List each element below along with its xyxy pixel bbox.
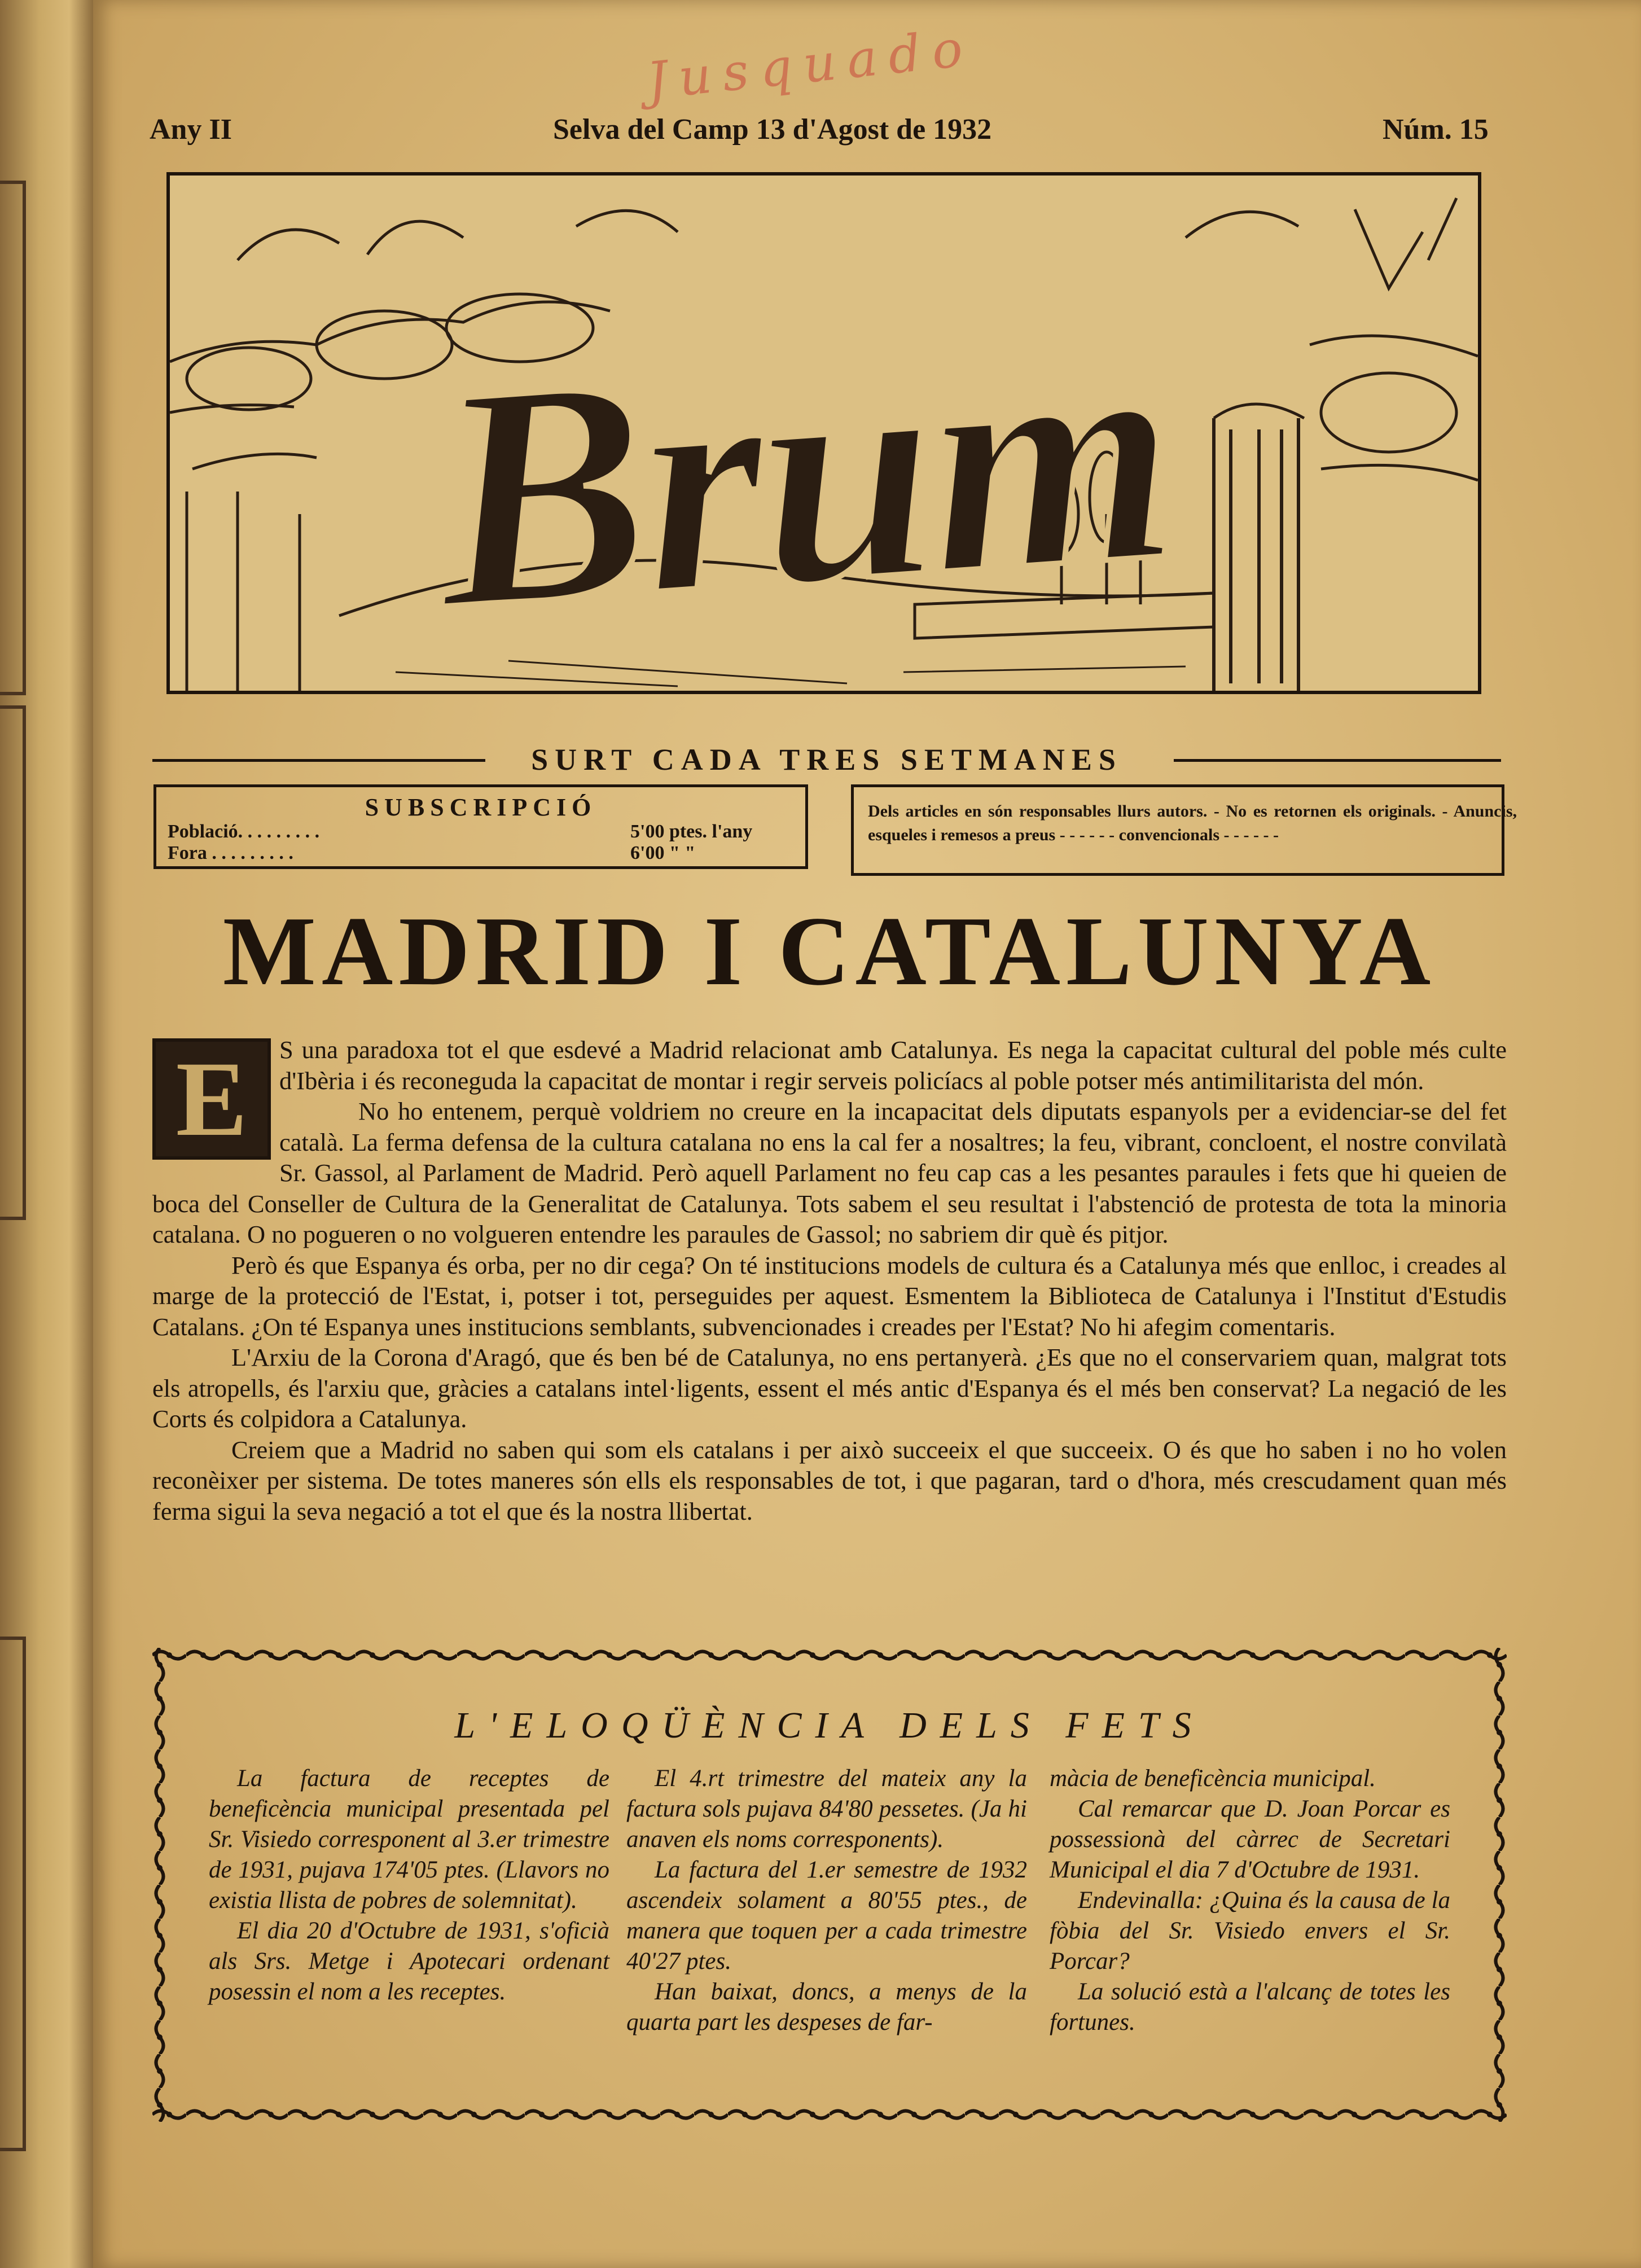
masthead-drawing <box>170 176 1478 691</box>
tagline-text: SURT CADA TRES SETMANES <box>531 743 1122 777</box>
left-ornament <box>0 181 26 695</box>
article-paragraph: Creiem que a Madrid no saben qui som els catalans i per això succeeix el que succeeix. O és que ho saben i no ho volen reconèixer per sistema. De totes maneres són ells els responsables de tot, i que pagaran, tard o d'hora, més crescudament quan més ferma sigui la seva negació a tot el que és la nostra llibertat. <box>152 1435 1507 1525</box>
handwritten-annotation: Jusquado <box>644 17 977 112</box>
eloquencia-title: L'ELOQÜÈNCIA DELS FETS <box>454 1705 1205 1746</box>
place-date: Selva del Camp 13 d'Agost de 1932 <box>553 113 992 146</box>
issue-number: Núm. 15 <box>1383 113 1489 146</box>
eloquencia-paragraph: El dia 20 d'Octubre de 1931, s'oficià als Srs. Metge i Apotecari ordenant posessin el nom a les receptes. <box>209 1918 609 2005</box>
article-paragraph: S una paradoxa tot el que esdevé a Madrid relacionat amb Catalunya. Es nega la capacitat cultural del poble més culte d'Ibèria i és reconeguda la capacitat de montar i regir serveis policíacs al poble potser més antimilitarista del món. <box>279 1036 1507 1095</box>
eloquencia-column <box>626 1763 1027 2038</box>
ornamental-border-bottom <box>152 2107 1507 2122</box>
article-paragraph: L'Arxiu de la Corona d'Aragó, que és ben bé de Catalunya, no ens pertanyerà. ¿Es que no el conservariem quan, malgrat tots els atropells, és l'arxiu que, gràcies a catalans intel·ligents, essent el més antic d'Espanya és el més ben conservat? La negació de les Corts és colpidora a Catalunya. <box>152 1343 1507 1433</box>
eloquencia-box <box>152 1648 1507 2122</box>
article-paragraph: No ho entenem, perquè voldriem no creure en la incapacitat dels diputats espanyols per a evidenciar-se del fet català. La ferma defensa de la cultura catalana no ens la cal fer a nosaltres; la feu, vibrant, concloent, el nostre convilatà Sr. Gassol, al Parlament de Madrid. Però aquell Parlament no feu cap cas a les pesantes paraules i fets que hi queien de boca del Conseller de Cultura de la Generalitat de Catalunya. Tots sabem el seu resultat i l'abstenció de protesta de tota la minoria catalana. O no pogueren o no volgueren entendre les paraules de Gassol; no sabriem dir què és pitjor. <box>152 1097 1507 1248</box>
eloquencia-paragraph: La solució està a l'alcanç de totes les fortunes. <box>1050 1979 1450 2036</box>
left-ornament <box>0 705 26 1220</box>
eloquencia-paragraph: Endevinalla: ¿Quina és la causa de la fòbia del Sr. Visiedo envers el Sr. Porcar? <box>1050 1887 1450 1975</box>
eloquencia-paragraph: màcia de beneficència municipal. <box>1050 1765 1376 1792</box>
subscription-price: 6'00 " " <box>630 843 696 863</box>
eloquencia-paragraph: Han baixat, doncs, a menys de la quarta part les despeses de far- <box>626 1979 1027 2036</box>
tagline <box>152 742 1501 776</box>
article-title: MADRID I CATALUNYA <box>222 896 1437 1006</box>
ornamental-border-top <box>152 1648 1507 1662</box>
article-body <box>152 1034 1507 1526</box>
subscription-label: Fora . . . . . . . . . <box>168 843 293 863</box>
left-ornament <box>0 1637 26 2151</box>
subscription-price: 5'00 ptes. l'any <box>630 821 753 842</box>
eloquencia-column <box>209 1763 609 2007</box>
article-paragraph: Però és que Espanya és orba, per no dir cega? On té institucions models de cultura és a Catalunya més que enlloc, i creades al marge de la protecció de l'Estat, i, potser i tot, perseguides per aquest. Esmentem la Biblioteca de Catalunya i l'Institut d'Estudis Catalans. ¿On té Espanya unes institucions semblants, subvencionades i creades per l'Estat? No hi afegim comentaris. <box>152 1251 1507 1341</box>
subscription-label: Població. . . . . . . . . <box>168 821 320 842</box>
notice-text: Dels articles en són responsables llurs autors. - No es retornen els originals. - Anuncis, esqueles i remesos a preus - - - - - - convencionals - - - - - - <box>868 802 1517 844</box>
eloquencia-paragraph: La factura del 1.er semestre de 1932 ascendeix solament a 80'55 ptes., de manera que toquen per a cada trimestre 40'27 ptes. <box>626 1857 1027 1975</box>
dropcap-letter: E <box>175 1040 248 1159</box>
masthead-illustration <box>166 172 1481 694</box>
eloquencia-paragraph: El 4.rt trimestre del mateix any la factura sols pujava 84'80 pessetes. (Ja hi anaven els noms corresponents). <box>626 1765 1027 1853</box>
left-page-edge <box>0 0 99 2268</box>
notice-box <box>851 784 1517 876</box>
header-line <box>150 113 1504 158</box>
subscription-box <box>153 784 808 869</box>
eloquencia-column <box>1050 1763 1450 2038</box>
issue-year: Any II <box>150 113 232 146</box>
subscription-title: SUBSCRIPCIÓ <box>365 793 597 821</box>
masthead-logo: Brum <box>425 275 1181 675</box>
eloquencia-paragraph: Cal remarcar que D. Joan Porcar es possessionà del càrrec de Secretari Municipal el dia 7 d'Octubre de 1931. <box>1050 1796 1450 1883</box>
eloquencia-paragraph: La factura de receptes de beneficència municipal presentada pel Sr. Visiedo corresponent al 3.er trimestre de 1931, pujava 174'05 ptes. (Llavors no existia llista de pobres de solemnitat). <box>209 1765 609 1914</box>
